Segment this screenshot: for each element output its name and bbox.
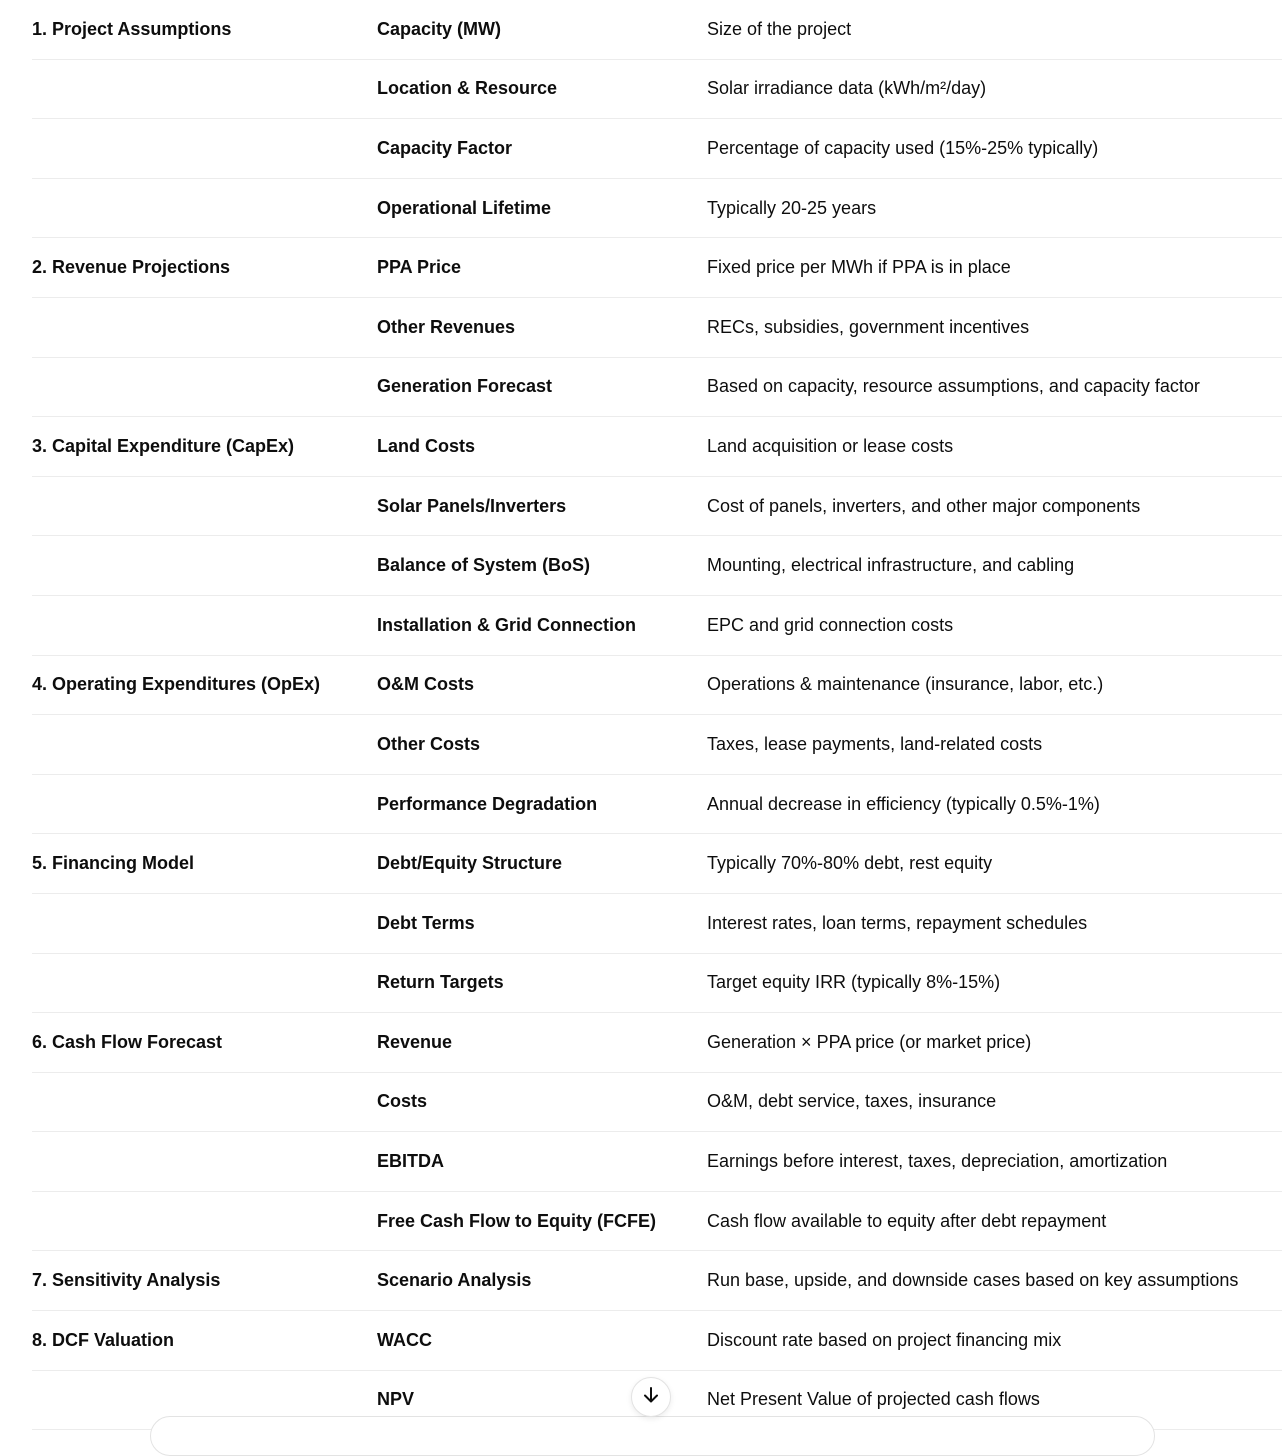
item-cell: Costs — [377, 1091, 428, 1112]
description-cell: Generation × PPA price (or market price) — [707, 1031, 1032, 1052]
description-cell: Annual decrease in efficiency (typically 0.5%-1%) — [707, 793, 1100, 814]
description-cell: Mounting, electrical infrastructure, and cabling — [707, 555, 1075, 576]
description-cell: Cash flow available to equity after debt repayment — [707, 1210, 1107, 1231]
item-cell: Capacity (MW) — [377, 18, 502, 39]
item-cell: Revenue — [377, 1031, 453, 1052]
description-cell: Run base, upside, and downside cases based on key assumptions — [707, 1270, 1239, 1291]
item-cell: O&M Costs — [377, 674, 475, 695]
table-row — [32, 775, 1282, 835]
section-cell: 3. Capital Expenditure (CapEx) — [32, 435, 295, 456]
scroll-to-bottom-button[interactable] — [631, 1377, 671, 1417]
table-row — [32, 715, 1282, 775]
description-cell: Solar irradiance data (kWh/m²/day) — [707, 78, 987, 99]
description-cell: Typically 70%-80% debt, rest equity — [707, 853, 993, 874]
table-row — [32, 1192, 1282, 1252]
table-row — [32, 417, 1282, 477]
description-cell: Taxes, lease payments, land-related costs — [707, 733, 1043, 754]
section-cell: 8. DCF Valuation — [32, 1329, 175, 1350]
description-cell: Land acquisition or lease costs — [707, 435, 954, 456]
section-cell: 5. Financing Model — [32, 853, 195, 874]
item-cell: PPA Price — [377, 257, 462, 278]
table-row — [32, 60, 1282, 120]
table-row — [32, 119, 1282, 179]
model-structure-table — [32, 0, 1282, 1430]
table-row — [32, 834, 1282, 894]
item-cell: Installation & Grid Connection — [377, 614, 637, 635]
table-row — [32, 298, 1282, 358]
description-cell: Net Present Value of projected cash flows — [707, 1389, 1040, 1410]
item-cell: Performance Degradation — [377, 793, 598, 814]
description-cell: Based on capacity, resource assumptions, and capacity factor — [707, 376, 1200, 397]
description-cell: Discount rate based on project financing mix — [707, 1329, 1062, 1350]
item-cell: Free Cash Flow to Equity (FCFE) — [377, 1210, 657, 1231]
description-cell: O&M, debt service, taxes, insurance — [707, 1091, 997, 1112]
item-cell: Generation Forecast — [377, 376, 553, 397]
section-cell: 6. Cash Flow Forecast — [32, 1031, 223, 1052]
item-cell: Solar Panels/Inverters — [377, 495, 567, 516]
table-row — [32, 477, 1282, 537]
description-cell: RECs, subsidies, government incentives — [707, 316, 1030, 337]
item-cell: Operational Lifetime — [377, 197, 552, 218]
item-cell: Land Costs — [377, 435, 476, 456]
item-cell: Balance of System (BoS) — [377, 555, 591, 576]
description-cell: Interest rates, loan terms, repayment schedules — [707, 912, 1088, 933]
table-row — [32, 179, 1282, 239]
item-cell: Location & Resource — [377, 78, 558, 99]
table-row — [32, 954, 1282, 1014]
table-row — [32, 358, 1282, 418]
table-row — [32, 238, 1282, 298]
table-row — [32, 0, 1282, 60]
item-cell: Return Targets — [377, 972, 504, 993]
description-cell: Fixed price per MWh if PPA is in place — [707, 257, 1011, 278]
item-cell: Other Revenues — [377, 316, 516, 337]
item-cell: WACC — [377, 1329, 432, 1350]
section-cell: 2. Revenue Projections — [32, 257, 231, 278]
item-cell: NPV — [377, 1389, 415, 1410]
table-row — [32, 894, 1282, 954]
description-cell: Earnings before interest, taxes, depreciation, amortization — [707, 1151, 1168, 1172]
item-cell: EBITDA — [377, 1151, 444, 1172]
item-cell: Other Costs — [377, 733, 481, 754]
table-row — [32, 1251, 1282, 1311]
section-cell: 4. Operating Expenditures (OpEx) — [32, 674, 321, 695]
section-cell: 1. Project Assumptions — [32, 18, 232, 39]
table-row — [32, 536, 1282, 596]
item-cell: Debt/Equity Structure — [377, 853, 563, 874]
description-cell: Typically 20-25 years — [707, 197, 877, 218]
description-cell: Operations & maintenance (insurance, labor, etc.) — [707, 674, 1104, 695]
description-cell: Size of the project — [707, 18, 852, 39]
description-cell: EPC and grid connection costs — [707, 614, 954, 635]
table-row — [32, 1132, 1282, 1192]
description-cell: Percentage of capacity used (15%-25% typically) — [707, 137, 1099, 158]
table-row — [32, 596, 1282, 656]
table-row — [32, 1013, 1282, 1073]
table-row — [32, 1073, 1282, 1133]
message-composer[interactable] — [150, 1416, 1155, 1456]
arrow-down-icon — [641, 1385, 661, 1410]
description-cell: Cost of panels, inverters, and other major components — [707, 495, 1141, 516]
section-cell: 7. Sensitivity Analysis — [32, 1270, 221, 1291]
table-row — [32, 656, 1282, 716]
table-row — [32, 1311, 1282, 1371]
description-cell: Target equity IRR (typically 8%-15%) — [707, 972, 1001, 993]
item-cell: Debt Terms — [377, 912, 475, 933]
item-cell: Scenario Analysis — [377, 1270, 532, 1291]
item-cell: Capacity Factor — [377, 137, 513, 158]
